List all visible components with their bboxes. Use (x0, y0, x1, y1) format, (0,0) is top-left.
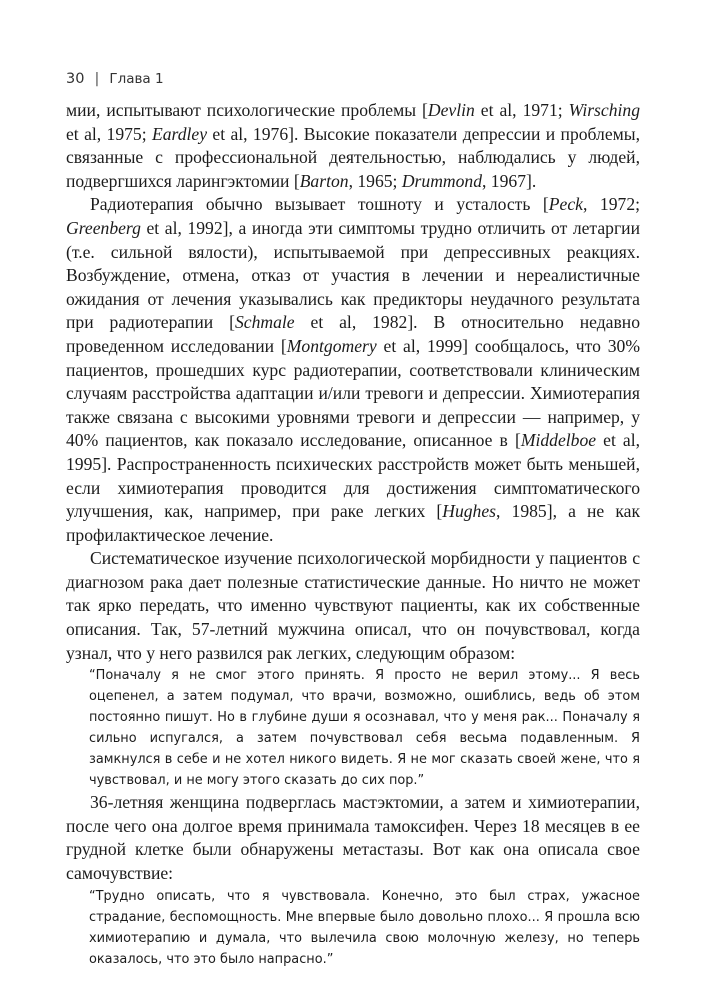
header-separator: | (94, 71, 100, 87)
text-run: , 1972; (582, 194, 640, 215)
patient-quote-1: “Поначалу я не смог этого принять. Я просто не верил этому... Я весь оцепенел, а затем подумал, что врачи, возможно, ошиблись, ведь об этом постоянно пишут. Но в глубине души я осознавал, что у меня рак... Поначалу я сильно испугался, а затем почувствовал себя весьма подавленным. Я замкнулся в себе и не хотел никого видеть. Я не мог сказать своей жене, что я чувствовал, и не могу этого сказать до сих пор.” (89, 668, 640, 789)
citation-author: Montgomery (286, 335, 377, 356)
text-run: , 1965; (348, 170, 402, 191)
citation-author: Barton (299, 170, 349, 191)
patient-quote-2: “Трудно описать, что я чувствовала. Конечно, это был страх, ужасное страдание, беспомощность. Мне впервые было довольно плохо... Я прошла всю химиотерапию и думала, что вылечила свою молочную железу, но теперь оказалось, что это было напрасно.” (89, 888, 640, 967)
body-text (66, 99, 640, 970)
paragraph-4: 36-летняя женщина подверглась мастэктомии, а затем и химиотерапии, после чего она долгое время принимала тамоксифен. Через 18 месяцев в ее грудной клетке были обнаружены метастазы. Вот как она описала свое самочувствие: (66, 792, 640, 884)
text-run: et al, 1992], а иногда эти симптомы трудно отличить от летаргии (т.е. сильной вялости), испытываемой при депрессивных реакциях. Возбуждение, отмена, отказ от участия в лечении и нереалистичные ожидания от лечения указывались как предикторы неудачного результата при радиотерапии [ (66, 217, 640, 333)
citation-author: Greenberg (66, 217, 141, 238)
running-header (66, 71, 164, 87)
citation-author: Schmale (234, 312, 295, 333)
citation-author: Wirsching (568, 100, 640, 120)
text-run: Радиотерапия обычно вызывает тошноту и усталость [ (90, 194, 549, 215)
paragraph-2 (66, 193, 640, 547)
citation-author: Eardley (151, 123, 208, 144)
text-run: , 1985], а не как профилактическое лечение. (66, 501, 641, 545)
page-number: 30 (66, 71, 85, 87)
text-run: et al, 1976]. Высокие показатели депрессии и проблемы, связанные с профессиональной деятельностью, наблюдались у людей, подвергшихся ларингэктомии [ (66, 123, 640, 191)
citation-author: Devlin (427, 100, 475, 120)
text-run: , 1967]. (482, 170, 537, 191)
citation-author: Middelboe (520, 430, 597, 451)
citation-author: Peck (548, 194, 583, 215)
text-run: et al, 1995]. Распространенность психических расстройств может быть меньшей, если химиотерапия проводится для достижения симптоматического улучшения, как, например, при раке легких [ (66, 430, 641, 522)
text-run: et al, 1971; (474, 100, 569, 120)
citation-author: Drummond (401, 170, 482, 191)
chapter-title: Глава 1 (109, 71, 164, 87)
citation-author: Hughes (442, 501, 496, 522)
paragraph-1 (66, 99, 640, 193)
text-run: мии, испытывают психологические проблемы [ (66, 100, 428, 120)
text-run: et al, 1975; (66, 123, 152, 144)
text-run: et al, 1999] сообщалось, что 30% пациентов, прошедших курс радиотерапии, соответствовали клиническим случаям расстройства адаптации и/или тревоги и депрессии. Химиотерапия также связана с высокими уровнями тревоги и депрессии — например, у 40% пациентов, как показало исследование, описанное в [ (66, 335, 640, 451)
paragraph-3: Систематическое изучение психологической морбидности у пациентов с диагнозом рака дает полезные статистические данные. Но ничто не может так ярко передать, что именно чувствуют пациенты, как их собственные описания. Так, 57-летний мужчина описал, что он почувствовал, когда узнал, что у него развился рак легких, следующим образом: (66, 548, 640, 663)
text-run: et al, 1982]. В относительно недавно проведенном исследовании [ (66, 312, 640, 356)
